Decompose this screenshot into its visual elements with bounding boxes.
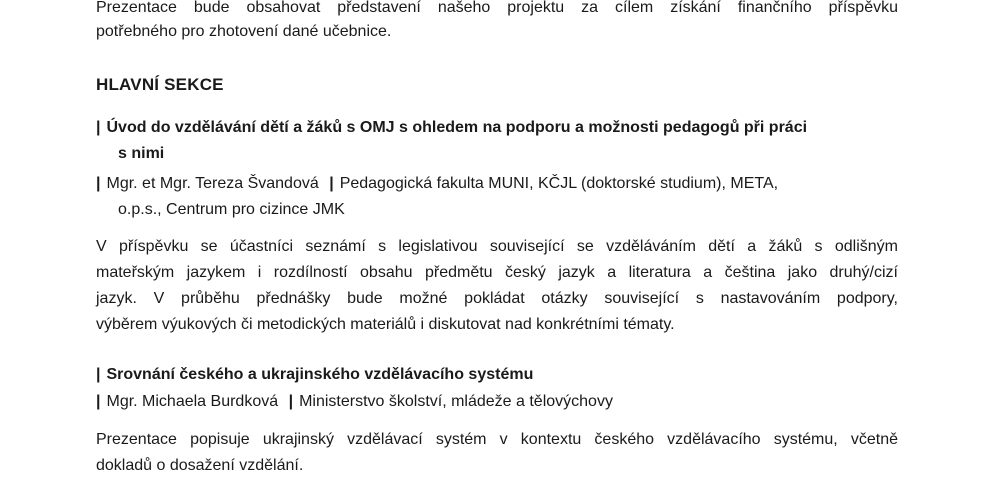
talk2-speaker: Mgr. Michaela Burdková xyxy=(106,393,279,410)
talk1-affiliation-separator: | xyxy=(329,175,334,192)
talk1-abstract-line-4: výběrem výukových či metodických materiálů i diskutovat nad konkrétními tématy. xyxy=(96,316,675,333)
talk2-affiliation-separator: | xyxy=(288,393,294,410)
talk1-title-row xyxy=(96,118,807,138)
talk2-title: Srovnání českého a ukrajinského vzdělávacího systému xyxy=(106,366,534,383)
talk2-title-separator: | xyxy=(96,366,101,383)
intro-line-2: potřebného pro zhotovení dané učebnice. xyxy=(96,23,392,40)
talk1-title-line-2: s nimi xyxy=(118,145,165,162)
talk1-title-separator: | xyxy=(96,119,101,136)
intro-line-1: Prezentace bude obsahovat představení našeho projektu za cílem získání finančního příspěvku xyxy=(96,0,898,16)
talk1-speaker-row xyxy=(96,174,778,194)
talk2-title-row xyxy=(96,365,533,385)
talk1-affiliation-line-1: Pedagogická fakulta MUNI, KČJL (doktorské studium), META, xyxy=(339,175,779,192)
talk1-abstract-line-3: jazyk. V průběhu přednášky bude možné pokládat otázky související s nastavováním podpory, xyxy=(96,290,898,307)
section-heading: HLAVNÍ SEKCE xyxy=(96,75,224,94)
talk1-abstract-line-2: mateřským jazykem i rozdílností obsahu předmětu český jazyk a literatura a čeština jako druhý/cizí xyxy=(96,264,898,281)
talk2-speaker-separator: | xyxy=(96,393,101,410)
talk2-speaker-row xyxy=(96,392,613,412)
talk1-speaker: Mgr. et Mgr. Tereza Švandová xyxy=(106,175,319,192)
talk1-abstract-line-1: V příspěvku se účastníci seznámí s legislativou související se vzděláváním dětí a žáků s odlišným xyxy=(96,238,898,255)
talk2-abstract-line-1: Prezentace popisuje ukrajinský vzdělávací systém v kontextu českého vzdělávacího systému, včetně xyxy=(96,431,898,448)
talk1-speaker-separator: | xyxy=(96,175,101,192)
talk2-abstract-line-2: dokladů o dosažení vzdělání. xyxy=(96,457,304,474)
talk2-affiliation: Ministerstvo školství, mládeže a tělovýchovy xyxy=(299,393,613,410)
talk1-affiliation-line-2: o.p.s., Centrum pro cizince JMK xyxy=(118,201,345,218)
talk1-title-line-1: Úvod do vzdělávání dětí a žáků s OMJ s ohledem na podporu a možnosti pedagogů při práci xyxy=(106,119,808,136)
